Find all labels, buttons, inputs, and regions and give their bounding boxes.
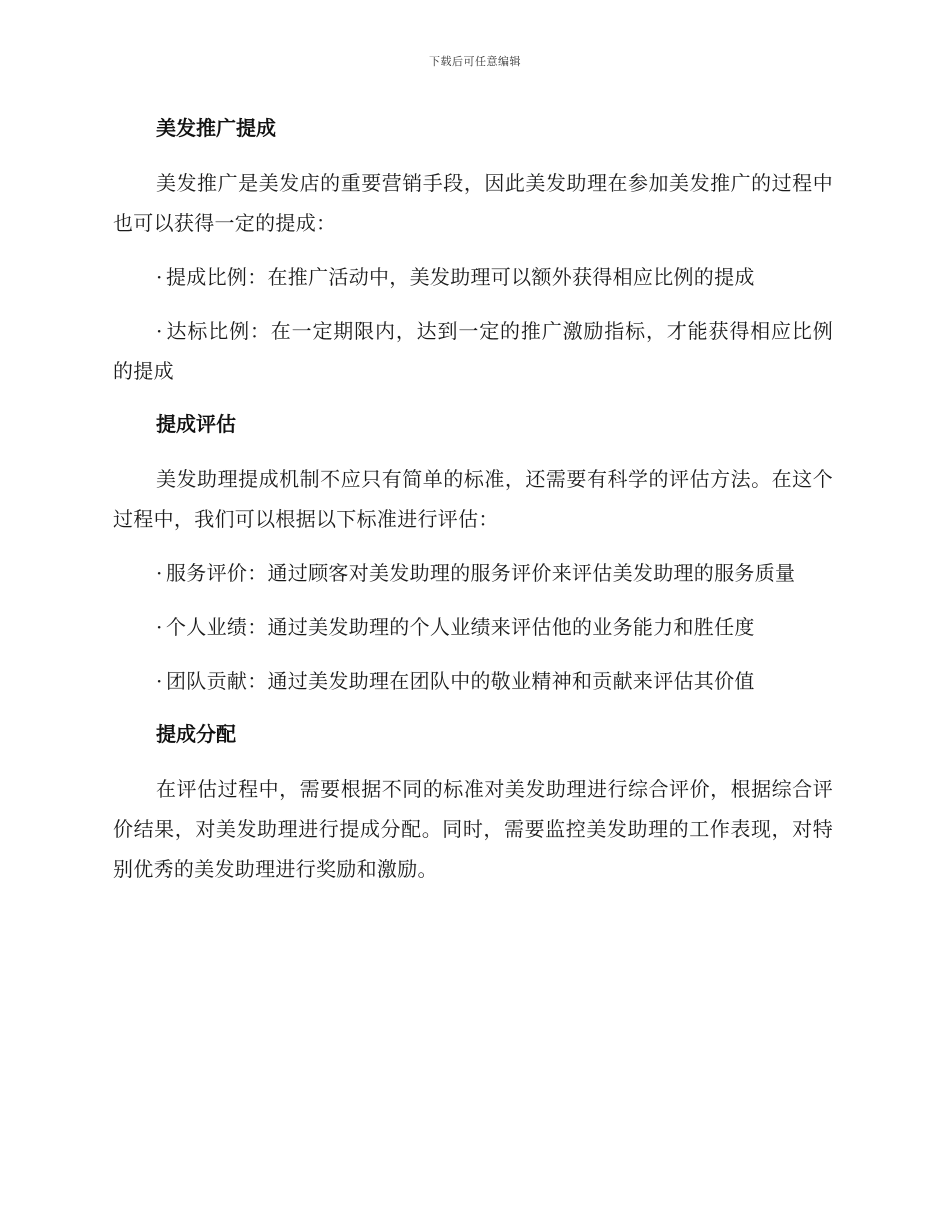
bullet-glyph: · — [156, 669, 163, 693]
list-item — [113, 311, 833, 391]
document-body — [113, 109, 833, 903]
section-paragraph: 在评估过程中，需要根据不同的标准对美发助理进行综合评价，根据综合评价结果，对美发助理进行提成分配。同时，需要监控美发助理的工作表现，对特别优秀的美发助理进行奖励和激励。 — [113, 777, 833, 881]
list-item-text: 个人业绩：通过美发助理的个人业绩来评估他的业务能力和胜任度 — [166, 615, 755, 639]
list-item — [113, 257, 833, 297]
list-item-text: 提成比例：在推广活动中，美发助理可以额外获得相应比例的提成 — [166, 265, 755, 289]
list-item-text: 团队贡献：通过美发助理在团队中的敬业精神和贡献来评估其价值 — [166, 669, 755, 693]
bullet-glyph: · — [156, 615, 163, 639]
bullet-glyph: · — [156, 561, 163, 585]
bullet-glyph: · — [156, 265, 163, 289]
section-heading: 提成分配 — [156, 722, 236, 746]
section-heading: 提成评估 — [156, 412, 236, 436]
section-commission-evaluation — [113, 405, 833, 701]
header-note: 下载后可任意编辑 — [429, 55, 521, 68]
list-item — [113, 553, 833, 593]
section-promotion-commission — [113, 109, 833, 391]
list-item-text: 达标比例：在一定期限内，达到一定的推广激励指标，才能获得相应比例的提成 — [113, 319, 833, 383]
section-commission-distribution — [113, 715, 833, 889]
section-paragraph: 美发推广是美发店的重要营销手段，因此美发助理在参加美发推广的过程中也可以获得一定的提成： — [113, 171, 833, 235]
section-heading: 美发推广提成 — [156, 116, 276, 140]
section-paragraph: 美发助理提成机制不应只有简单的标准，还需要有科学的评估方法。在这个过程中，我们可以根据以下标准进行评估： — [113, 467, 833, 531]
list-item — [113, 607, 833, 647]
list-item-text: 服务评价：通过顾客对美发助理的服务评价来评估美发助理的服务质量 — [166, 561, 796, 585]
bullet-glyph: · — [156, 319, 163, 343]
list-item — [113, 661, 833, 701]
